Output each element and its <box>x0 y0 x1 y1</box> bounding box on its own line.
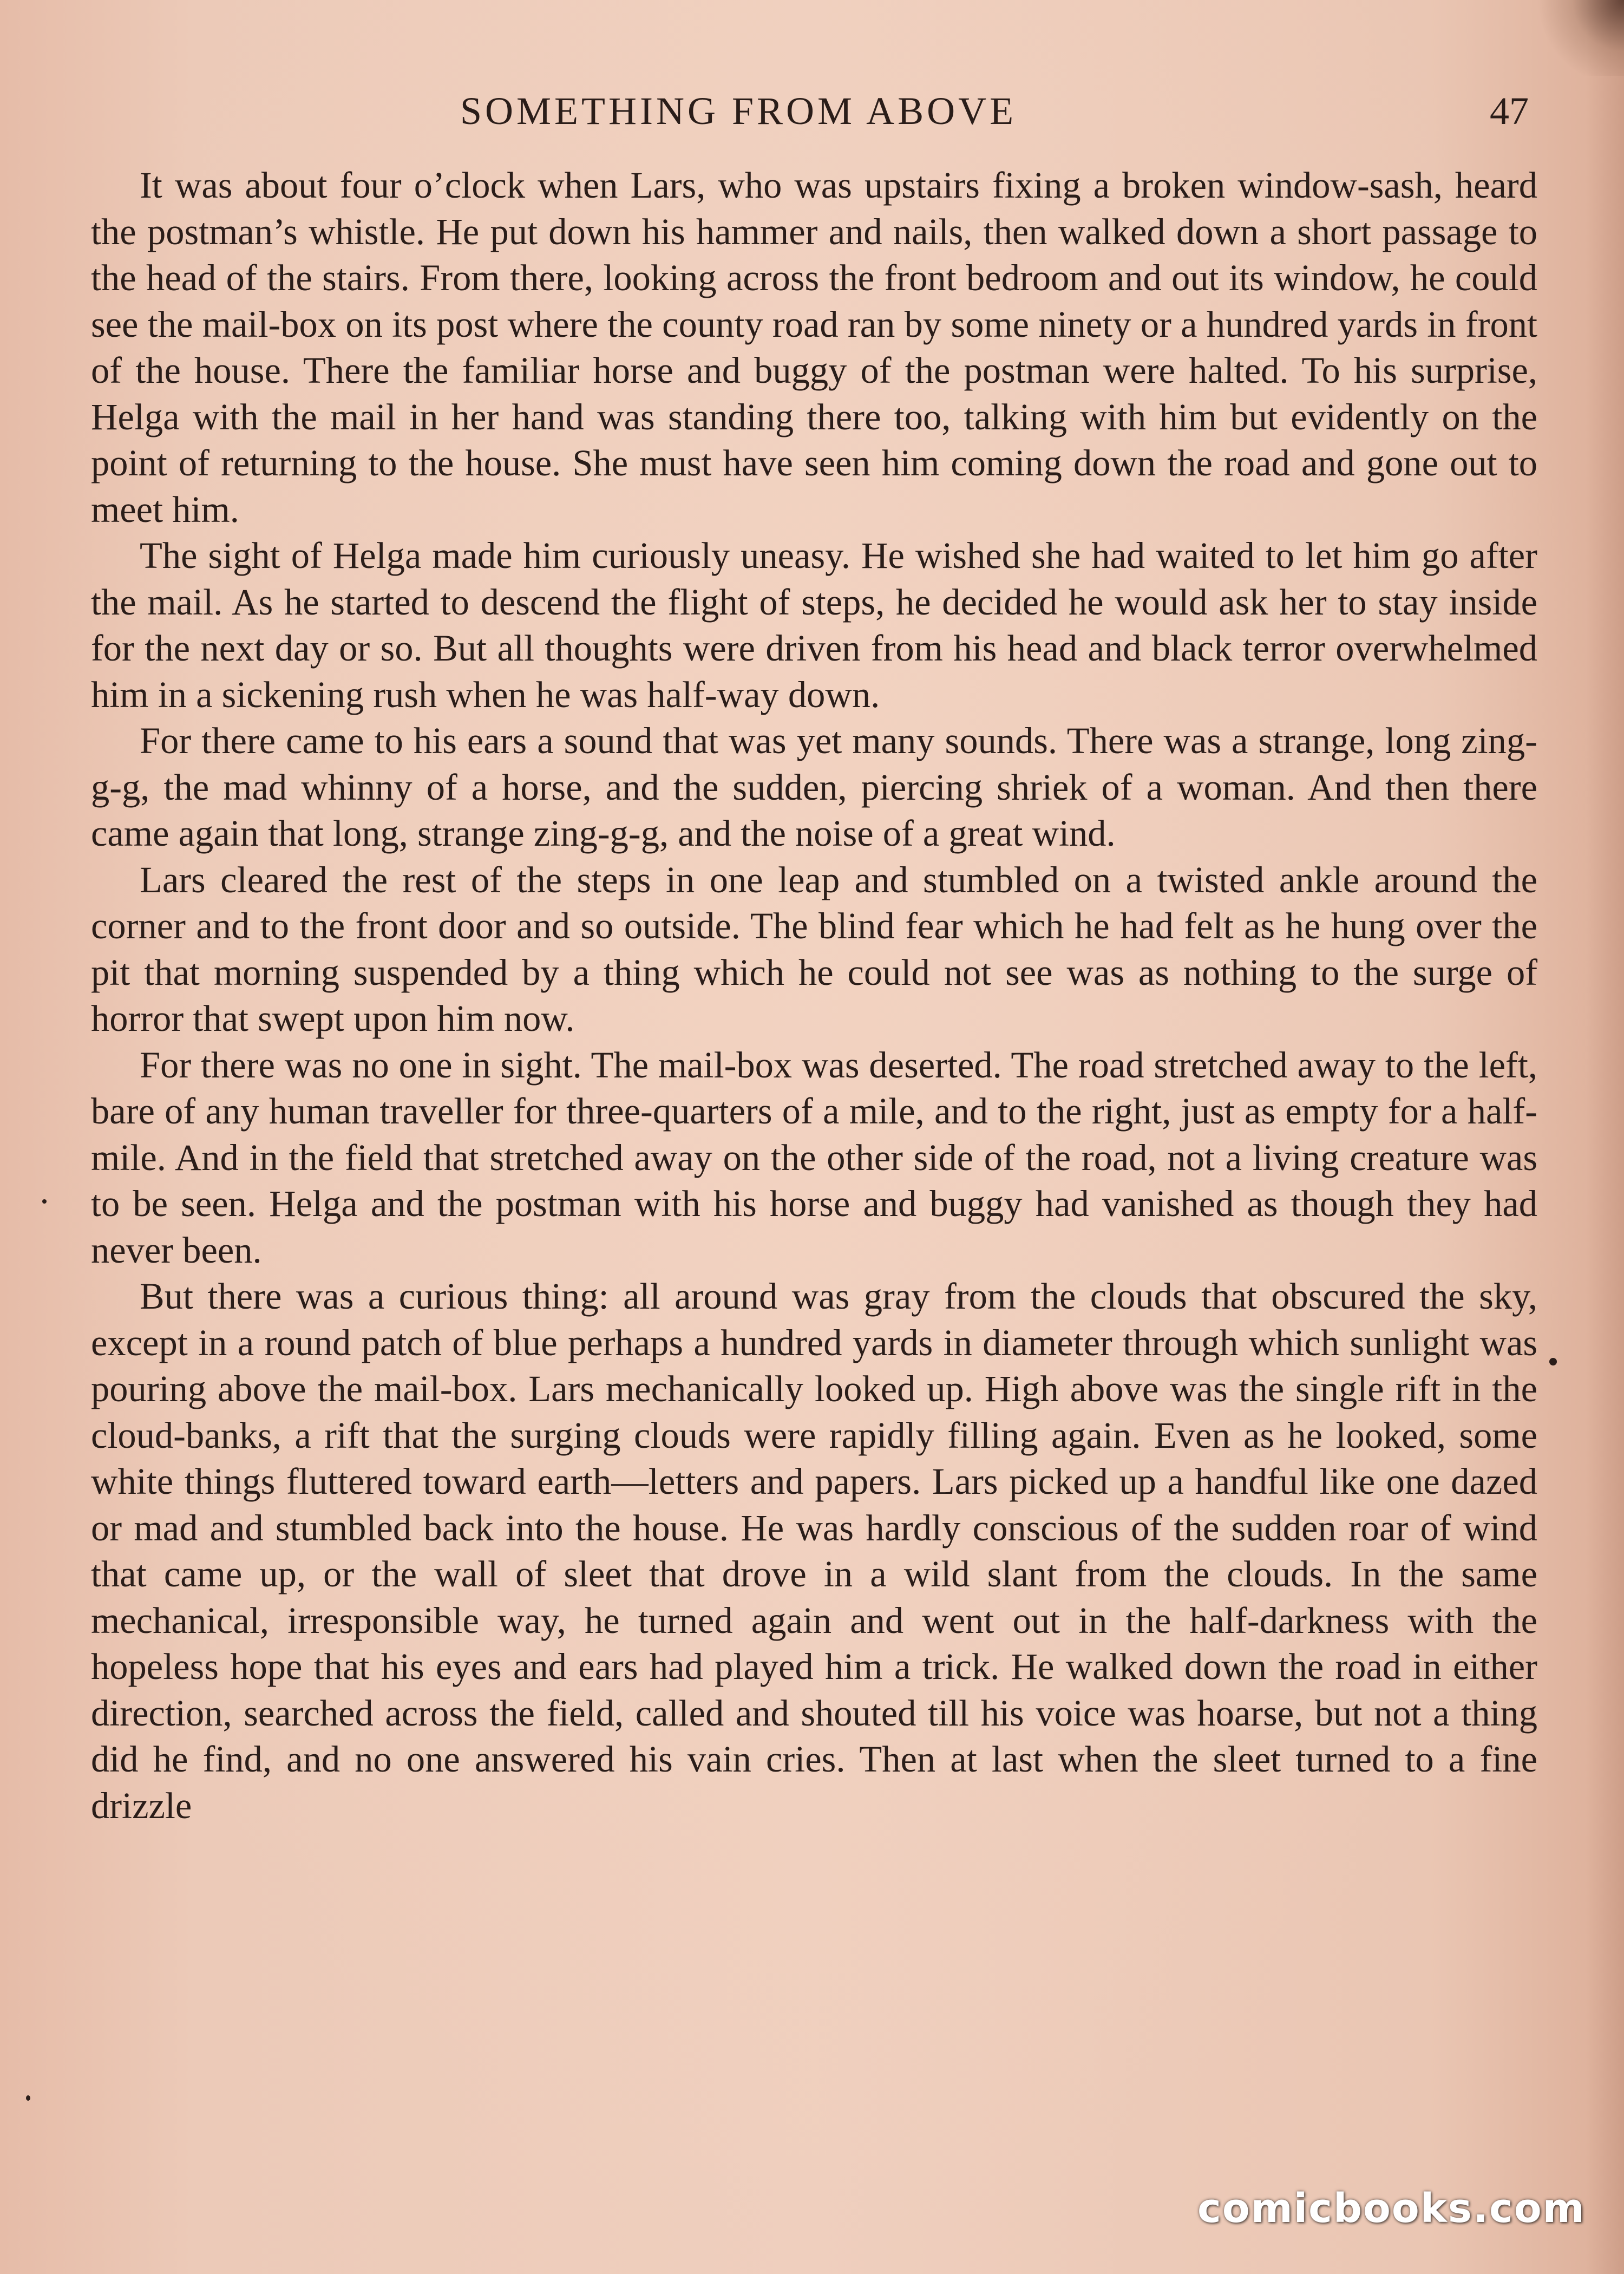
page-edge-shadow <box>1586 0 1624 2274</box>
paragraph: For there was no one in sight. The mail-box was deserted. The road stretched away to the left, bare of any human traveller for three-quarters of a mile, and to the right, just as empty for a half-mile. And in the field that stretched away on the other side of the road, not a living creature was to be seen. Helga and the postman with his horse and buggy had vanished as though they had never been. <box>91 1044 1537 1271</box>
page-number: 47 <box>1490 89 1529 133</box>
running-head <box>0 81 1624 141</box>
body-text <box>91 162 1537 1829</box>
paragraph: For there came to his ears a sound that was yet many sounds. There was a strange, long zing-g-g, the mad whinny of a horse, and the sudden, piercing shriek of a woman. And then there came again that long, strange zing-g-g, and the noise of a great wind. <box>91 720 1537 854</box>
corner-stain <box>1537 0 1624 76</box>
ink-speck <box>26 2095 30 2101</box>
ink-speck <box>42 1199 47 1204</box>
watermark: comicbooks.com <box>1197 2185 1586 2232</box>
paragraph: The sight of Helga made him curiously uneasy. He wished she had waited to let him go after the mail. As he started to descend the flight of steps, he decided he would ask her to stay inside for the next day or so. But all thoughts were driven from his head and black terror overwhelmed him in a sickening rush when he was half-way down. <box>91 535 1537 715</box>
paragraph: But there was a curious thing: all around was gray from the clouds that obscured the sky, except in a round patch of blue perhaps a hundred yards in diameter through which sunlight was pouring above the mail-box. Lars mechanically looked up. High above was the single rift in the cloud-banks, a rift that the surging clouds were rapidly filling again. Even as he looked, some white things fluttered toward earth—letters and papers. Lars picked up a handful like one dazed or mad and stumbled back into the house. He was hardly conscious of the sudden roar of wind that came up, or the wall of sleet that drove in a wild slant from the clouds. In the same mechanical, irresponsible way, he turned again and went out in the half-darkness with the hopeless hope that his eyes and ears had played him a trick. He walked down the road in either direction, searched across the field, called and shouted till his voice was hoarse, but not a thing did he find, and no one answered his vain cries. Then at last when the sleet turned to a fine drizzle <box>91 1276 1537 1826</box>
paragraph: It was about four o’clock when Lars, who was upstairs fixing a broken window-sash, heard the postman’s whistle. He put down his hammer and nails, then walked down a short passage to the head of the stairs. From there, looking across the front bedroom and out its window, he could see the mail-box on its post where the county road ran by some ninety or a hundred yards in front of the house. There the familiar horse and buggy of the postman were halted. To his surprise, Helga with the mail in her hand was standing there too, talking with him but evidently on the point of returning to the house. She must have seen him coming down the road and gone out to meet him. <box>91 165 1537 530</box>
running-title: SOMETHING FROM ABOVE <box>460 89 1017 133</box>
paragraph: Lars cleared the rest of the steps in one leap and stumbled on a twisted ankle around the corner and to the front door and so outside. The blind fear which he had felt as he hung over the pit that morning suspended by a thing which he could not see was as nothing to the surge of horror that swept upon him now. <box>91 859 1537 1039</box>
ink-speck <box>1549 1358 1557 1365</box>
